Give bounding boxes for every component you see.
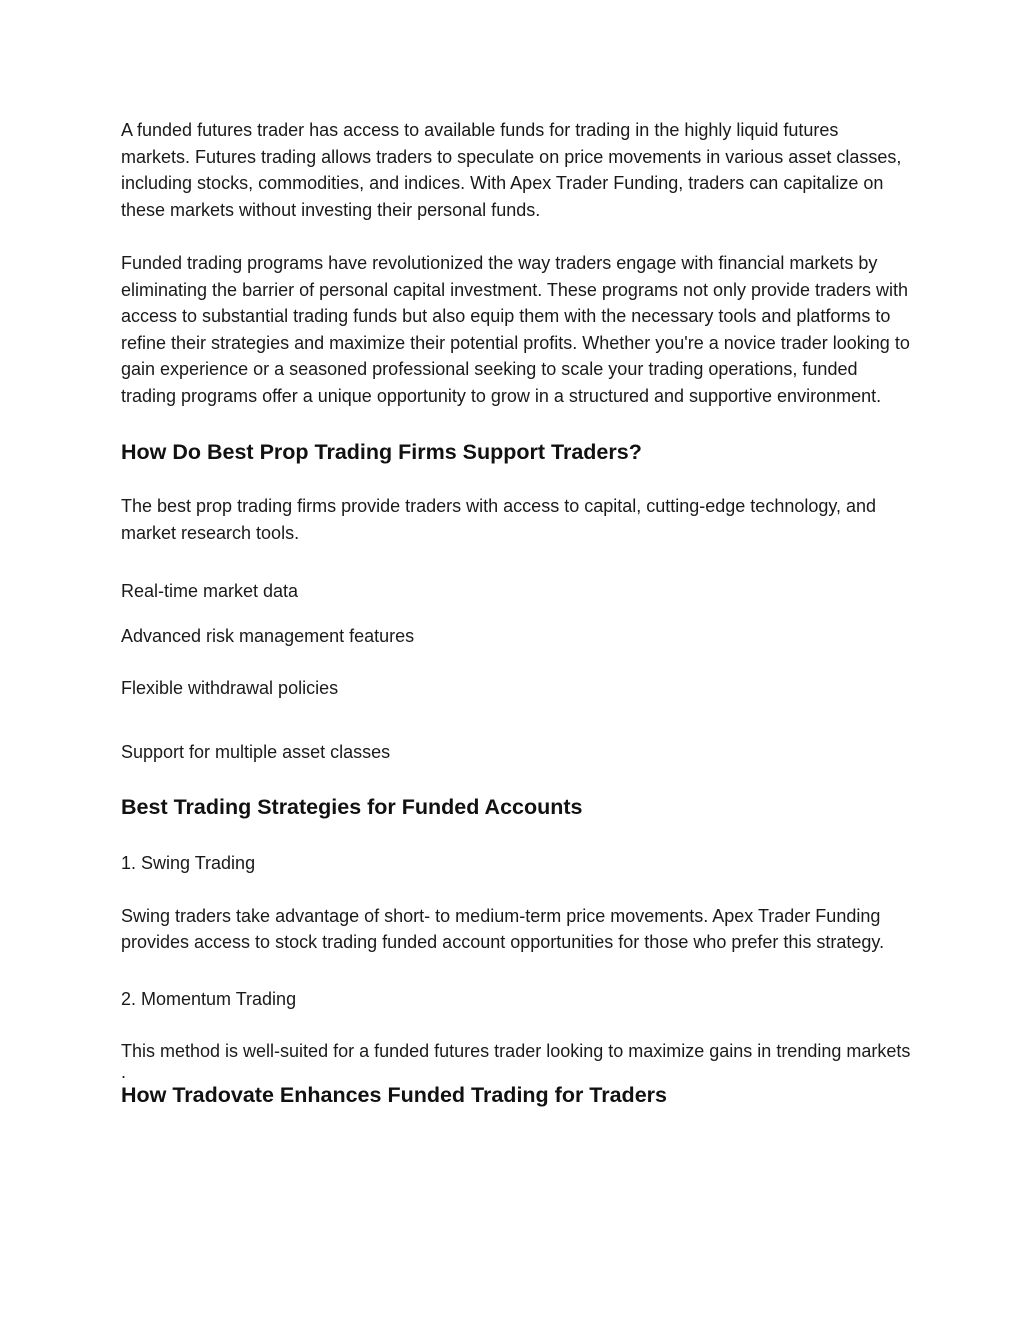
intro-paragraph: A funded futures trader has access to available funds for trading in the highly liquid futures markets. Futures trading allows traders to speculate on price movements in various asset classes, including stocks, commodities, and indices. With Apex Trader Funding, traders can capitalize on these markets without investing their personal funds. xyxy=(121,120,902,220)
programs-paragraph: Funded trading programs have revolutionized the way traders engage with financial markets by eliminating the barrier of personal capital investment. These programs not only provide traders with access to substantial trading funds but also equip them with the necessary tools and platforms to refine their strategies and maximize their potential profits. Whether you're a novice trader looking to gain experience or a seasoned professional seeking to scale your trading operations, funded trading programs offer a unique opportunity to grow in a structured and supportive environment. xyxy=(121,253,910,406)
strategy-body: Swing traders take advantage of short- to medium-term price movements. Apex Trader Funding provides access to stock trading funded account opportunities for those who prefer this strategy. xyxy=(121,905,885,952)
document-page xyxy=(121,117,911,1109)
feature-item: Advanced risk management features xyxy=(121,625,415,646)
feature-item: Support for multiple asset classes xyxy=(121,741,391,762)
tradovate-heading: How Tradovate Enhances Funded Trading for Traders xyxy=(121,1082,667,1107)
stray-period: . xyxy=(121,1061,127,1082)
feature-item: Flexible withdrawal policies xyxy=(121,678,339,698)
support-intro-paragraph: The best prop trading firms provide traders with access to capital, cutting-edge technology, and market research tools. xyxy=(121,496,877,543)
support-heading: How Do Best Prop Trading Firms Support Traders? xyxy=(121,440,642,464)
strategy-title: 2. Momentum Trading xyxy=(121,988,297,1009)
strategies-heading: Best Trading Strategies for Funded Accounts xyxy=(121,795,583,819)
strategy-title: 1. Swing Trading xyxy=(121,853,256,873)
strategy-body: This method is well-suited for a funded futures trader looking to maximize gains in trending markets xyxy=(121,1041,911,1061)
feature-item: Real-time market data xyxy=(121,581,299,601)
